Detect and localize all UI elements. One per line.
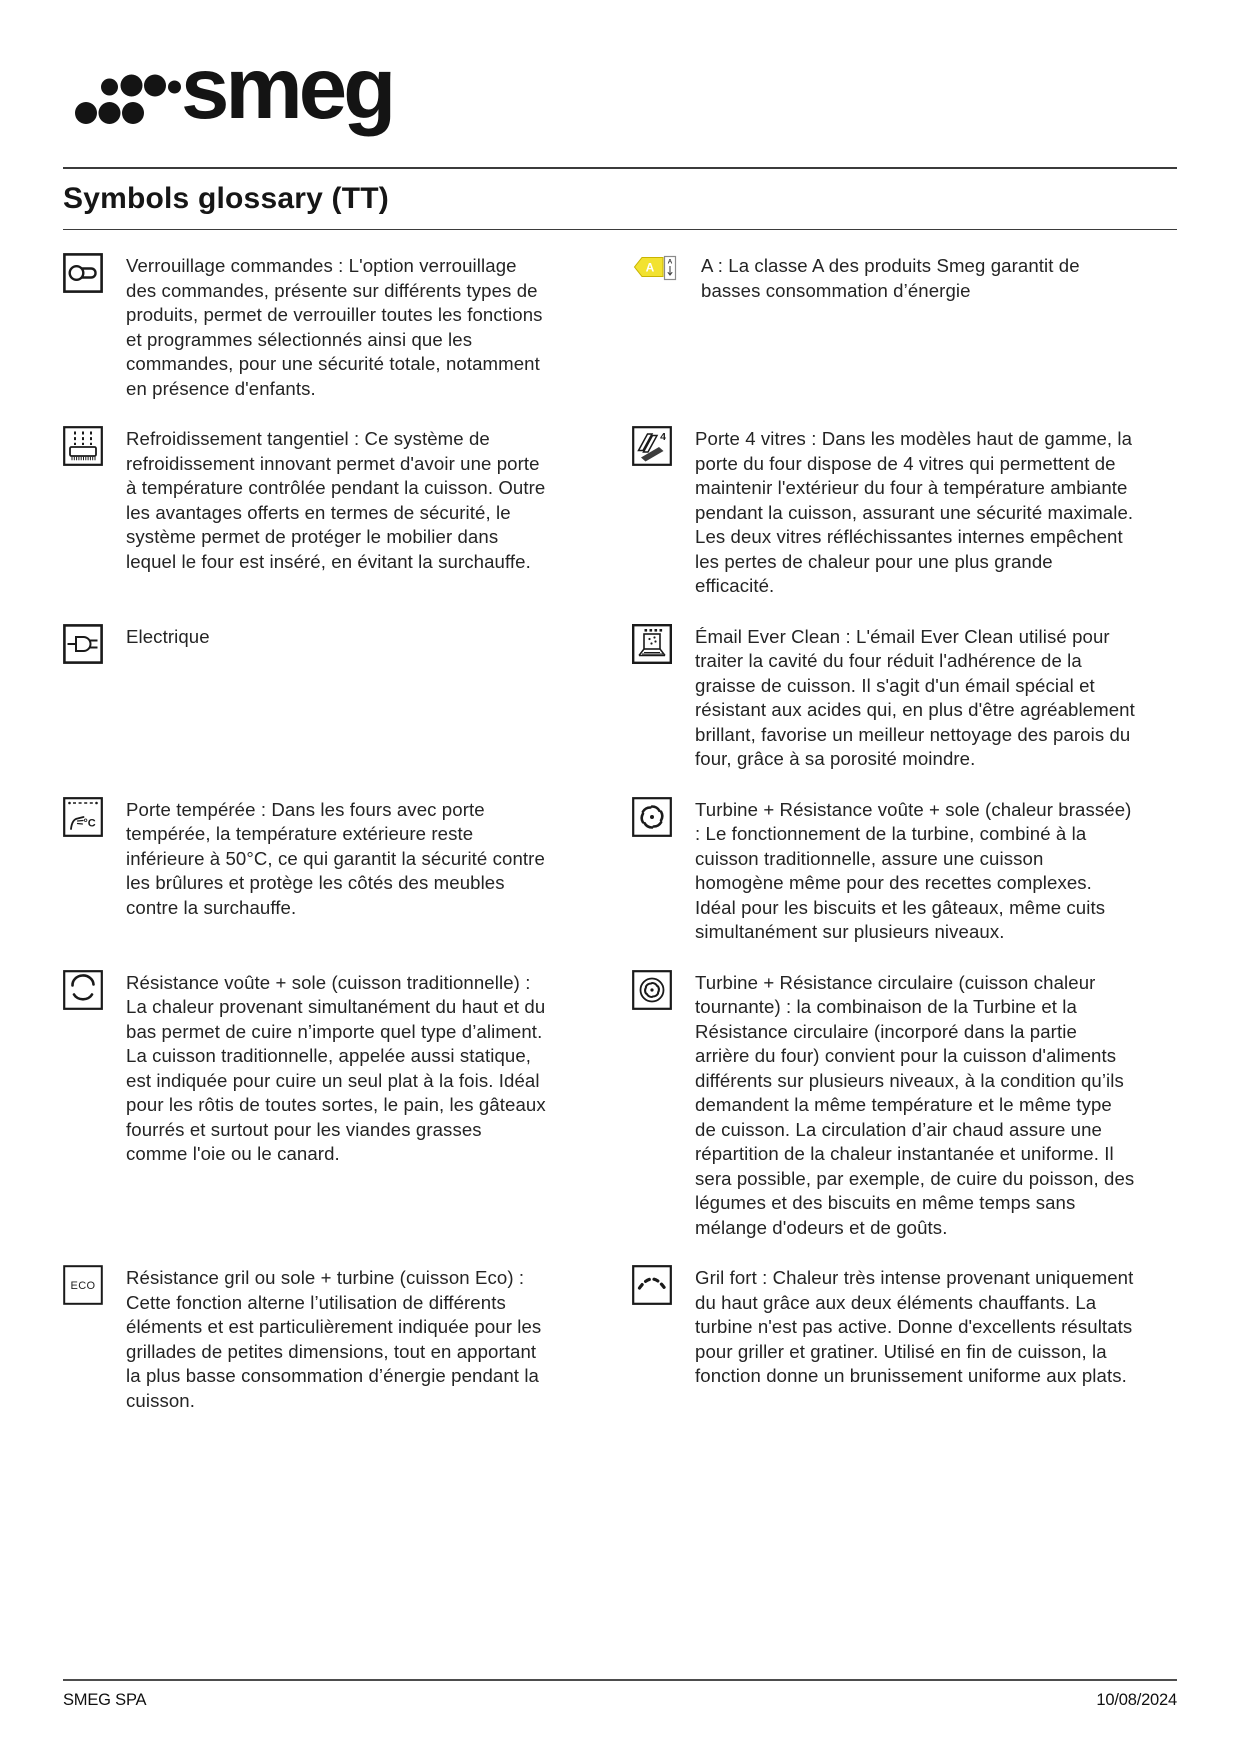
entry-text: A : La classe A des produits Smeg garantit de basses consommation d’énergie bbox=[701, 255, 1080, 301]
glossary-entry bbox=[632, 254, 1135, 401]
glossary-entry bbox=[632, 625, 1135, 772]
svg-text:4: 4 bbox=[660, 431, 666, 443]
svg-text:A: A bbox=[645, 260, 655, 275]
page-footer bbox=[63, 1679, 1177, 1710]
glossary-entry bbox=[63, 1266, 547, 1413]
entry-text: Porte 4 vitres : Dans les modèles haut de gamme, la porte du four dispose de 4 vitres qui permettent de maintenir l'extérieur du four à température ambiante pendant la cuisson, assurant une sécurité maximale. Les deux vitres réfléchissantes internes empêchent les pertes de chaleur pour une plus grande efficacité. bbox=[695, 428, 1134, 596]
smeg-logo-graphic bbox=[63, 56, 393, 138]
tempered-door-icon bbox=[63, 797, 103, 837]
glossary-entry bbox=[63, 427, 547, 599]
glossary-entry bbox=[632, 971, 1135, 1241]
entry-text: Electrique bbox=[126, 625, 210, 647]
glossary-entry bbox=[632, 1266, 1135, 1413]
entry-text: Turbine + Résistance voûte + sole (chaleur brassée) : Le fonctionnement de la turbine, combiné à la cuisson traditionnelle, assure une cuisson homogène même pour des recettes complexes. Idéal pour les biscuits et les gâteaux, même cuits simultanément sur plusieurs niveaux. bbox=[695, 798, 1132, 942]
page-title: Symbols glossary (TT) bbox=[63, 182, 389, 215]
symbols-glossary bbox=[63, 254, 1177, 1413]
electric-plug-icon bbox=[63, 624, 103, 664]
footer-divider bbox=[63, 1679, 1177, 1681]
document-page bbox=[63, 0, 1177, 1413]
fan-upper-lower-heat-icon bbox=[632, 797, 672, 837]
glossary-entry bbox=[632, 798, 1135, 945]
ever-clean-enamel-icon bbox=[632, 624, 672, 664]
smeg-logo bbox=[63, 56, 1177, 138]
brand-wordmark: smeg bbox=[181, 56, 393, 137]
glossary-entry bbox=[63, 625, 547, 772]
strong-grill-icon bbox=[632, 1265, 672, 1305]
upper-lower-heat-icon bbox=[63, 970, 103, 1010]
entry-text: Émail Ever Clean : L'émail Ever Clean utilisé pour traiter la cavité du four réduit l'adhérence de la graisse de cuisson. Il s'agit d'un émail spécial et résistant aux acides qui, en plus d'être agréablement brillant, favorise un meilleur nettoyage des parois du four, grâce à sa porosité moindre. bbox=[695, 625, 1135, 769]
entry-text: Gril fort : Chaleur très intense provenant uniquement du haut grâce aux deux éléments chauffants. La turbine n'est pas active. Donne d'excellents résultats pour griller et gratiner. Utilisé en fin de cuisson, la fonction donne un brunissement uniforme aux plats. bbox=[695, 1267, 1134, 1386]
title-divider-top bbox=[63, 167, 1177, 169]
eco-cooking-icon bbox=[63, 1265, 103, 1305]
footer-date: 10/08/2024 bbox=[1096, 1691, 1177, 1709]
footer-company: SMEG SPA bbox=[63, 1691, 147, 1709]
glossary-entry bbox=[63, 798, 547, 945]
svg-text:°C: °C bbox=[83, 817, 96, 829]
fan-circular-heat-icon bbox=[632, 970, 672, 1010]
control-lock-icon bbox=[63, 253, 103, 293]
glossary-entry bbox=[632, 427, 1135, 599]
glossary-entry bbox=[63, 254, 547, 401]
entry-text: Porte tempérée : Dans les fours avec porte tempérée, la température extérieure reste inférieure à 50°C, ce qui garantit la sécurité contre les brûlures et protège les côtés des meubles contre la surchauffe. bbox=[126, 798, 545, 918]
tangential-cooling-icon bbox=[63, 426, 103, 466]
entry-text: Verrouillage commandes : L'option verrouillage des commandes, présente sur différents types de produits, permet de verrouiller toutes les fonctions et programmes sélectionnés ainsi que les commandes, pour une sécurité totale, notamment en présence d'enfants. bbox=[126, 255, 543, 399]
entry-text: Résistance voûte + sole (cuisson traditionnelle) : La chaleur provenant simultanément du haut et du bas permet de cuire n’importe quel type d’aliment. La cuisson traditionnelle, appelée aussi statique, est indiquée pour cuire un seul plat à la fois. Idéal pour les rôtis de toutes sortes, le pain, les gâteaux fourrés et surtout pour les viandes grasses comme l'oie ou le canard. bbox=[126, 971, 546, 1164]
energy-class-a-icon bbox=[632, 254, 678, 282]
entry-text: Turbine + Résistance circulaire (cuisson chaleur tournante) : la combinaison de la Turbine et la Résistance circulaire (incorporé dans la partie arrière du four) convient pour la cuisson d'aliments différents sur plusieurs niveaux, à la condition qu’ils demandent la même température et le même type de cuisson. La circulation d’air chaud assure une répartition de la chaleur instantanée et uniforme. Il sera possible, par exemple, de cuire du poisson, des légumes et des biscuits en même temps sans mélange d'odeurs et de goûts. bbox=[695, 971, 1135, 1238]
glossary-entry bbox=[63, 971, 547, 1241]
entry-text: Résistance gril ou sole + turbine (cuisson Eco) : Cette fonction alterne l’utilisation de différents éléments et est particulièrement indiquée pour les grillades de petites dimensions, tout en apportant la plus basse consommation d’énergie pendant la cuisson. bbox=[126, 1267, 542, 1411]
four-glass-door-icon bbox=[632, 426, 672, 466]
svg-text:A: A bbox=[667, 258, 673, 266]
title-divider-bottom bbox=[63, 229, 1177, 230]
svg-text:ECO: ECO bbox=[70, 1280, 96, 1292]
entry-text: Refroidissement tangentiel : Ce système de refroidissement innovant permet d'avoir une porte à température contrôlée pendant la cuisson. Outre les avantages offerts en termes de sécurité, le système permet de protéger le mobilier dans lequel le four est inséré, en évitant la surchauffe. bbox=[126, 428, 546, 572]
